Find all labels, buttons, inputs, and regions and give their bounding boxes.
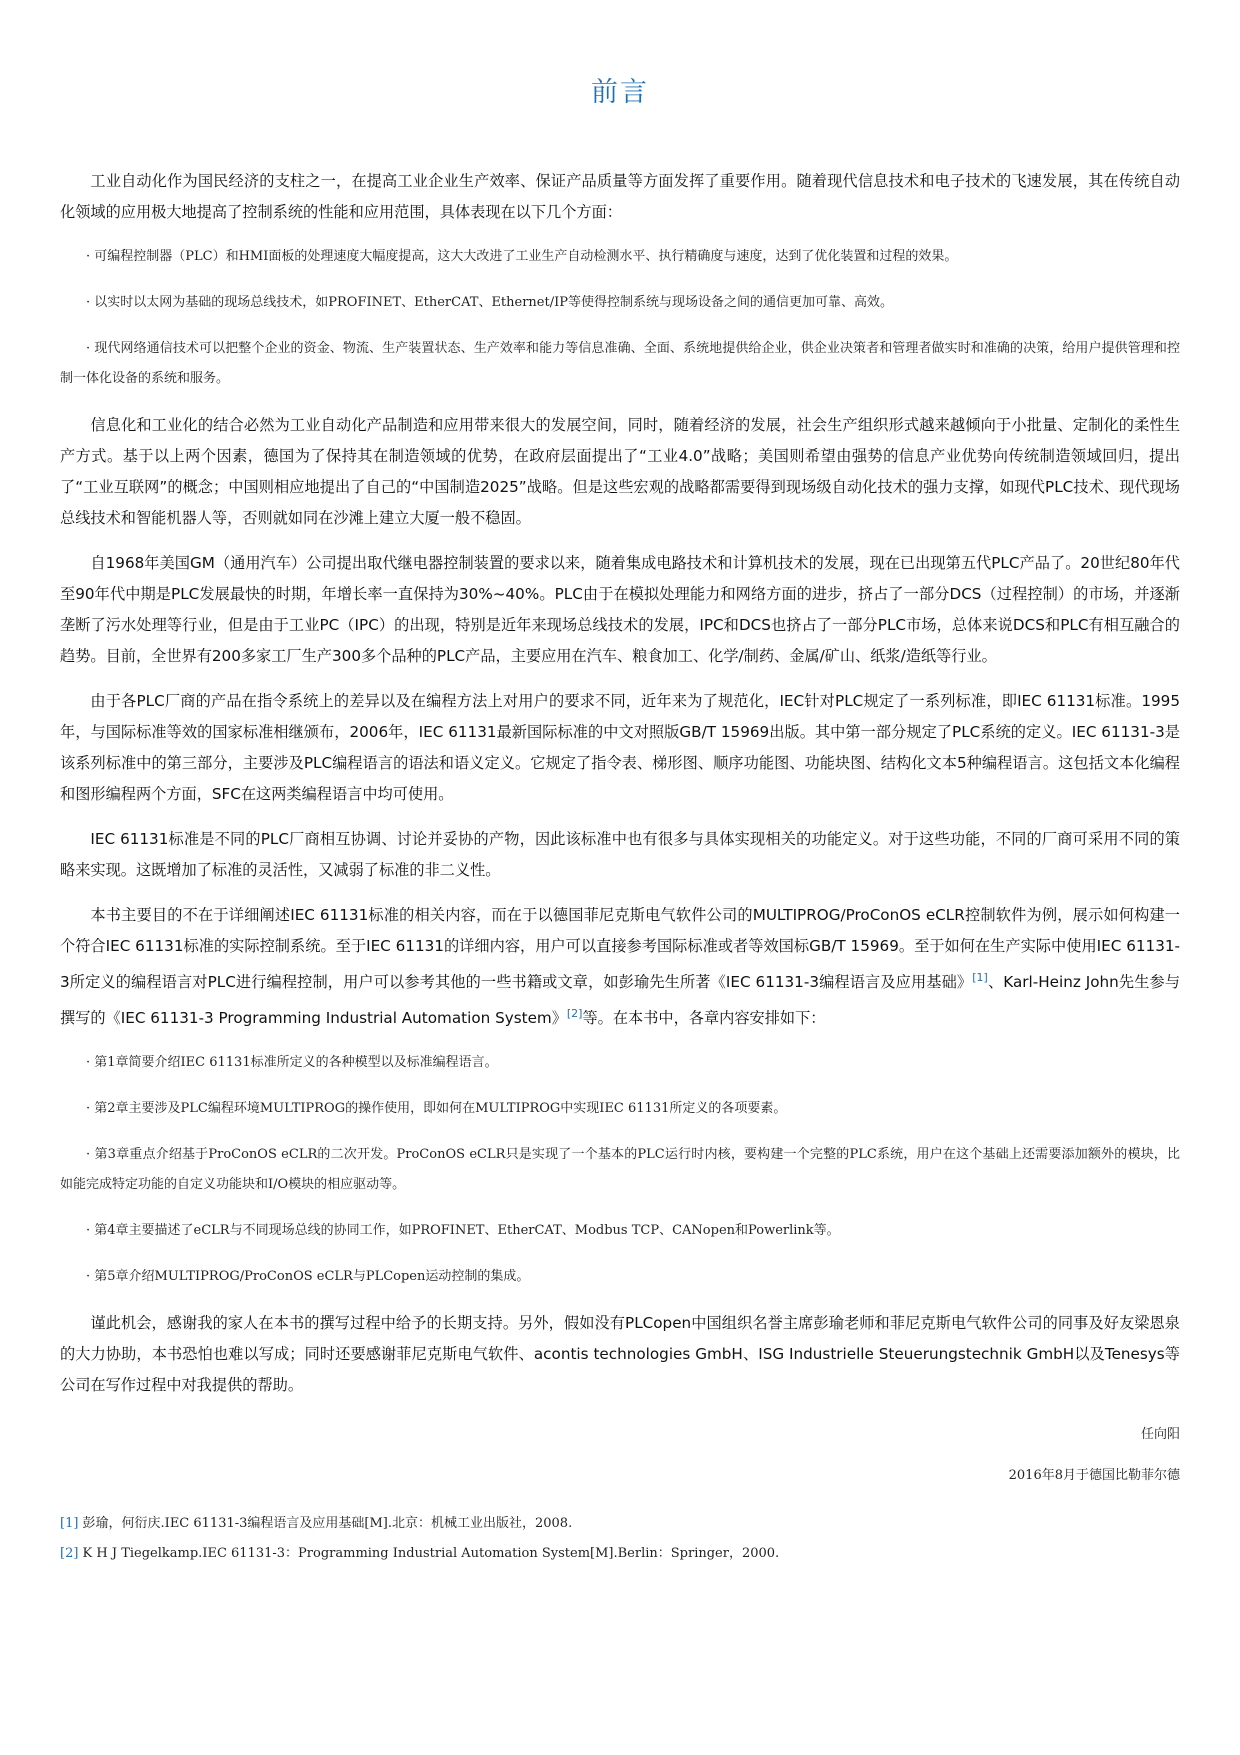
paragraph-intro: 工业自动化作为国民经济的支柱之一，在提高工业企业生产效率、保证产品质量等方面发挥了重要作用。随着现代信息技术和电子技术的飞速发展，其在传统自动化领域的应用极大地提高了控制系统的性能和应用范围，具体表现在以下几个方面： xyxy=(60,172,1180,221)
footnote-ref-1[interactable]: [1] xyxy=(972,971,988,984)
preface-body xyxy=(60,166,1180,1569)
reference-2-text: K H J Tiegelkamp.IEC 61131-3：Programming Industrial Automation System[M].Berlin：Springer，2000. xyxy=(78,1546,780,1562)
chapter-5-item: · 第5章介绍MULTIPROG/ProConOS eCLR与PLCopen运动控制的集成。 xyxy=(86,1269,530,1285)
chapter-1-item: · 第1章简要介绍IEC 61131标准所定义的各种模型以及标准编程语言。 xyxy=(86,1055,498,1071)
reference-1-number[interactable]: [1] xyxy=(60,1516,79,1532)
purpose-text-b: 、Karl-Heinz John先生参与撰写的《IEC 61131-3 Programming Industrial Automation System》 xyxy=(60,973,1181,1028)
chapter-4-item: · 第4章主要描述了eCLR与不同现场总线的协同工作，如PROFINET、EtherCAT、Modbus TCP、CANopen和Powerlink等。 xyxy=(86,1223,840,1239)
document-page xyxy=(60,0,1180,1755)
paragraph-acknowledgements: 谨此机会，感谢我的家人在本书的撰写过程中给予的长期支持。另外，假如没有PLCopen中国组织名誉主席彭瑜老师和菲尼克斯电气软件公司的同事及好友梁恩泉的大力协助，本书恐怕也难以写成；同时还要感谢菲尼克斯电气软件、acontis technologies GmbH、ISG Industrielle Steuerungstechnik GmbH以及Tenesys等公司在写作过程中对我提供的帮助。 xyxy=(60,1314,1180,1395)
signature-date: 2016年8月于德国比勒菲尔德 xyxy=(1008,1468,1180,1484)
signature-author: 任向阳 xyxy=(1140,1427,1180,1443)
bullet-network: · 现代网络通信技术可以把整个企业的资金、物流、生产装置状态、生产效率和能力等信息准确、全面、系统地提供给企业，供企业决策者和管理者做实时和准确的决策，给用户提供管理和控制一体化设备的系统和服务。 xyxy=(60,341,1180,386)
footnote-ref-2[interactable]: [2] xyxy=(566,1007,583,1021)
references xyxy=(60,1509,1180,1569)
paragraph-standard-flexibility: IEC 61131标准是不同的PLC厂商相互协调、讨论并妥协的产物，因此该标准中也有很多与具体实现相关的功能定义。对于这些功能，不同的厂商可采用不同的策略来实现。这既增加了标准的灵活性，又减弱了标准的非二义性。 xyxy=(60,830,1180,879)
paragraph-industry40: 信息化和工业化的结合必然为工业自动化产品制造和应用带来很大的发展空间，同时，随着经济的发展，社会生产组织形式越来越倾向于小批量、定制化的柔性生产方式。基于以上两个因素，德国为了保持其在制造领域的优势，在政府层面提出了“工业4.0”战略；美国则希望由强势的信息产业优势向传统制造领域回归，提出了“工业互联网”的概念；中国则相应地提出了自己的“中国制造2025”战略。但是这些宏观的战略都需要得到现场级自动化技术的强力支撑，如现代PLC技术、现代现场总线技术和智能机器人等，否则就如同在沙滩上建立大厦一般不稳固。 xyxy=(60,416,1180,527)
reference-1-text: 彭瑜，何衍庆.IEC 61131-3编程语言及应用基础[M].北京：机械工业出版社，2008. xyxy=(78,1516,573,1532)
paragraph-plc-history: 自1968年美国GM（通用汽车）公司提出取代继电器控制装置的要求以来，随着集成电路技术和计算机技术的发展，现在已出现第五代PLC产品了。20世纪80年代至90年代中期是PLC发展最快的时期，年增长率一直保持为30%~40%。PLC由于在模拟处理能力和网络方面的进步，挤占了一部分DCS（过程控制）的市场，并逐渐垄断了污水处理等行业，但是由于工业PC（IPC）的出现，特别是近年来现场总线技术的发展，IPC和DCS也挤占了一部分PLC市场，总体来说DCS和PLC有相互融合的趋势。目前，全世界有200多家工厂生产300多个品种的PLC产品，主要应用在汽车、粮食加工、化学/制药、金属/矿山、纸浆/造纸等行业。 xyxy=(60,554,1180,665)
bullet-fieldbus: · 以实时以太网为基础的现场总线技术，如PROFINET、EtherCAT、Ethernet/IP等使得控制系统与现场设备之间的通信更加可靠、高效。 xyxy=(86,295,893,310)
reference-1 xyxy=(60,1509,1180,1539)
purpose-text-a: 本书主要目的不在于详细阐述IEC 61131标准的相关内容，而在于以德国菲尼克斯电气软件公司的MULTIPROG/ProConOS eCLR控制软件为例，展示如何构建一个符合IEC 61131标准的实际控制系统。至于IEC 61131的详细内容，用户可以直接参考国际标准或者等效国标GB/T 15969。至于如何在生产实际中使用IEC 61131-3所定义的编程语言对PLC进行编程控制，用户可以参考其他的一些书籍或文章，如彭瑜先生所著《IEC 61131-3编程语言及应用基础》 xyxy=(60,906,1180,992)
reference-2-number[interactable]: [2] xyxy=(60,1546,79,1562)
page-title: 前言 xyxy=(591,77,649,108)
purpose-text-c: 等。在本书中，各章内容安排如下： xyxy=(582,1009,826,1028)
chapter-2-item: · 第2章主要涉及PLC编程环境MULTIPROG的操作使用，即如何在MULTIPROG中实现IEC 61131所定义的各项要素。 xyxy=(86,1101,787,1117)
paragraph-iec-standard: 由于各PLC厂商的产品在指令系统上的差异以及在编程方法上对用户的要求不同，近年来为了规范化，IEC针对PLC规定了一系列标准，即IEC 61131标准。1995年，与国际标准等效的国家标准相继颁布，2006年，IEC 61131最新国际标准的中文对照版GB/T 15969出版。其中第一部分规定了PLC系统的定义。IEC 61131-3是该系列标准中的第三部分，主要涉及PLC编程语言的语法和语义定义。它规定了指令表、梯形图、顺序功能图、功能块图、结构化文本5种编程语言。这包括文本化编程和图形编程两个方面，SFC在这两类编程语言中均可使用。 xyxy=(60,692,1180,803)
reference-2 xyxy=(60,1539,1180,1569)
bullet-plc-speed: · 可编程控制器（PLC）和HMI面板的处理速度大幅度提高，这大大改进了工业生产自动检测水平、执行精确度与速度，达到了优化装置和过程的效果。 xyxy=(86,249,958,264)
paragraph-book-purpose xyxy=(60,900,1180,1034)
chapter-3-item: · 第3章重点介绍基于ProConOS eCLR的二次开发。ProConOS eCLR只是实现了一个基本的PLC运行时内核，要构建一个完整的PLC系统，用户在这个基础上还需要添加额外的模块，比如能完成特定功能的自定义功能块和I/O模块的相应驱动等。 xyxy=(60,1147,1180,1193)
